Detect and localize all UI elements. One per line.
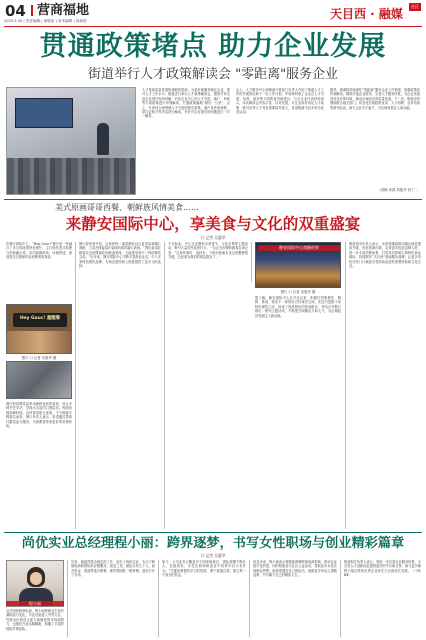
lead-photo bbox=[6, 87, 136, 195]
lead-title: 贯通政策堵点 助力企业发展 bbox=[39, 31, 387, 62]
col-divider bbox=[251, 242, 252, 282]
photo2-label: 静安国际中心商圈夜景 bbox=[258, 245, 340, 251]
hey-kicker: 美式原画哥哥西餐、朝鲜族风情美食…… bbox=[55, 203, 199, 212]
hey-col1-text: 在静安国际中心，“Hey Gauc!”餐厅是一家融合了多元风味的特色餐厅，主打现代美式料理与创意融合菜，店内装修时尚，环境舒适，深受周边白领和年轻消费者的喜爱。 bbox=[6, 242, 72, 260]
section-title: 营商福地 bbox=[37, 3, 90, 18]
cv-col1-text: 从法国到跨境电商，程小丽的职业生涯充满挑战与变化。毕业后她进入外贸行业，凭借出色的语言能力和敏锐的市场洞察力，迅速在行业站稳脚跟，积累了丰富的国际贸易经验。 bbox=[6, 609, 64, 631]
hey-col1-text2: 餐厅的招牌菜品采用新鲜优质的食材，结合多种烹饪手法，呈现出丰富的口感层次。每到用餐高峰时段，店内常常座无虚席，不少顾客专程慕名而来。餐厅负责人表示，希望通过持续打磨菜品与服务，为消费者带来更好的用餐体验。 bbox=[6, 402, 72, 429]
hey-photo2 bbox=[255, 242, 341, 288]
section-rule bbox=[4, 532, 422, 533]
hey-col3-text: 不仅如此，中心还定期举办美食节、文化市集等主题活动，吸引大量市民前来打卡。一位正在用餐的顾客告诉记者：“这里环境好、选择多，下班后和朋友来这里聚餐很方便，已经成为我们的固定据点了。” bbox=[168, 242, 248, 260]
col-divider bbox=[249, 560, 250, 637]
photo-audience bbox=[7, 158, 136, 195]
photo-screen bbox=[15, 98, 73, 128]
col-divider bbox=[75, 242, 76, 529]
brand-name: 天目西 · 融媒 bbox=[330, 7, 403, 21]
lead-col2: 会上，人才服务中心和街道分管部门负责人介绍了街道人才工作的开展情况和下一步工作计划，并现场听取了企业在人才引进、培养、留用等方面的意见和建议。与会企业代表纷纷表示，本次解读会内容丰富、针对性强，对企业用好用足人才政策、吸引优秀人才具有重要指导意义，希望街道今后多举办此类活动。 bbox=[236, 88, 324, 115]
cv-byline: 口 记者 吴惠华 bbox=[200, 553, 226, 558]
col-divider bbox=[67, 560, 68, 637]
col-divider bbox=[158, 560, 159, 637]
hey-photo1b bbox=[6, 361, 72, 399]
cv-col4-text: 谈及未来，程小丽表示将继续深耕跨境电商领域，推动企业数字化转型，同时积极参与社区公益活动，帮助更多女性实现职业梦想。她希望通过自己的经历，鼓励更多年轻人勇敢追梦，书写属于自己的精彩人生。 bbox=[253, 560, 337, 578]
hey-photo1-caption: 图片 口 记者 吴惠华 摄 bbox=[21, 356, 57, 360]
cv-col2-text: 后来，她毅然辞去稳定的工作，创办了尚优实业，专注于跨境电商和国际供应链服务。创业之初，团队仅有几个人，面对资金、渠道等诸多困难，她带领团队一路拼搏，逐步打开了市场。 bbox=[71, 560, 155, 578]
cv-title: 尚优实业总经理程小丽：跨界逐梦，书写女性职场与创业精彩篇章 bbox=[21, 536, 405, 551]
portrait-face bbox=[30, 572, 42, 585]
lead-col3: 据悉，街道将持续深化“零距离”服务企业工作机制，加强政策宣传和解读，精准对接企业需求，完善人才服务体系，为企业发展营造良好的环境，推动区域经济高质量发展。下一步，街道还将继续联合相关部门，常态化开展政策宣讲、人才招聘、业务培训等系列活动，助力企业引才留才，为区域发展注入新动能。 bbox=[330, 88, 420, 110]
hey-col4-text: 据了解，静安国际中心自开业以来，积极打造集餐饮、购物、休闲、娱乐于一体的综合性城市空间，先后引进数十家特色餐饮门店，形成了独具特色的美食街区，并结合节假日推出一系列主题活动，不断提升商圈活力和人气，为区域经济发展注入新动能。 bbox=[255, 296, 341, 318]
hey-col2-text: 餐厅经营者介绍，这里的每一道菜都经过反复试验和精心调配，力求在保留原汁原味的同时融入新意。“我们希望让顾客在这里既能吃到地道美味，又能感受到不一样的餐饮文化。”近年来，静安国际中心不断丰富商业业态，引入多家特色餐饮品牌，为周边居民和上班族提供了更多元的选择。 bbox=[79, 242, 161, 269]
hey-photo2-caption: 图片 口 记者 吴惠华 摄 bbox=[280, 290, 316, 294]
brand-logo bbox=[330, 3, 422, 23]
cv-col5-text: 街道相关负责人表示，将进一步完善企业服务体系，为各类人才创新创业提供更好的平台和支持，助力更多像程小丽这样的优秀企业家在天目西成长发展。（下转B4） bbox=[344, 560, 421, 578]
date-line: 2025.5.30 | 责任编辑 | 徐继如 | 美术编辑 | 何新悦 bbox=[4, 19, 87, 23]
hey-byline: 口 记者 吴惠华 bbox=[200, 235, 226, 240]
masthead-rule bbox=[4, 26, 422, 27]
col-divider bbox=[340, 560, 341, 637]
hey-shopfront bbox=[7, 331, 72, 354]
hey-sign-text: Hey Gauc! 墨醒餐 bbox=[19, 316, 61, 321]
cv-portrait bbox=[6, 560, 64, 607]
lead-byline: （供稿 来源 刘振华 供 广 ） bbox=[377, 188, 420, 192]
col-divider bbox=[164, 242, 165, 529]
masthead-divider bbox=[31, 5, 33, 16]
cv-col3-text: 如今，公司业务已覆盖多个国家和地区，团队规模不断壮大。在她看来，女性在职场和创业中同样可以大有作为。“关键是要保持学习的热情，勇于挑战自我，抓住每一个成长的机会。” bbox=[162, 560, 246, 578]
lead-col1: 人才是高质量发展的战略性资源。为更好地服务辖区企业，提升人才工作水平，街道近日举办人才政策解读会，邀请专家走进企业进行现场讲解，对应企业关心的人才引进、落户、补贴等方面政策进行详细解读，打通政策落地“最后一公里”。会上，专家结合案例就人才引进的相关政策、落户条件和流程、居住证积分等内容进行解读，并针对企业提出的问题进行一对一解答。 bbox=[142, 88, 230, 119]
col-divider bbox=[345, 242, 346, 529]
hey-photo1 bbox=[6, 304, 72, 354]
hey-title: 来静安国际中心，享美食与文化的双重盛宴 bbox=[65, 214, 361, 233]
brand-suffix-badge: 社区 bbox=[411, 4, 420, 9]
page-number: 04 bbox=[5, 2, 26, 20]
photo-speaker bbox=[97, 123, 109, 155]
hey-col5-text: 街道相关负责人表示，未来将继续推动辖区商业提质升级，优化营商环境，支持更多优质品牌入驻，进一步丰富消费场景，打造具有影响力的特色商业地标，持续擦亮“天目西”营商服务品牌，让更多市民在家门口就能享受到高品质的消费体验和文化生活。 bbox=[349, 242, 421, 269]
lead-bottom-rule bbox=[4, 199, 422, 200]
cv-photo-caption: 程小丽 bbox=[6, 601, 64, 606]
lead-subtitle: 街道举行人才政策解读会 "零距离"服务企业 bbox=[87, 67, 339, 82]
